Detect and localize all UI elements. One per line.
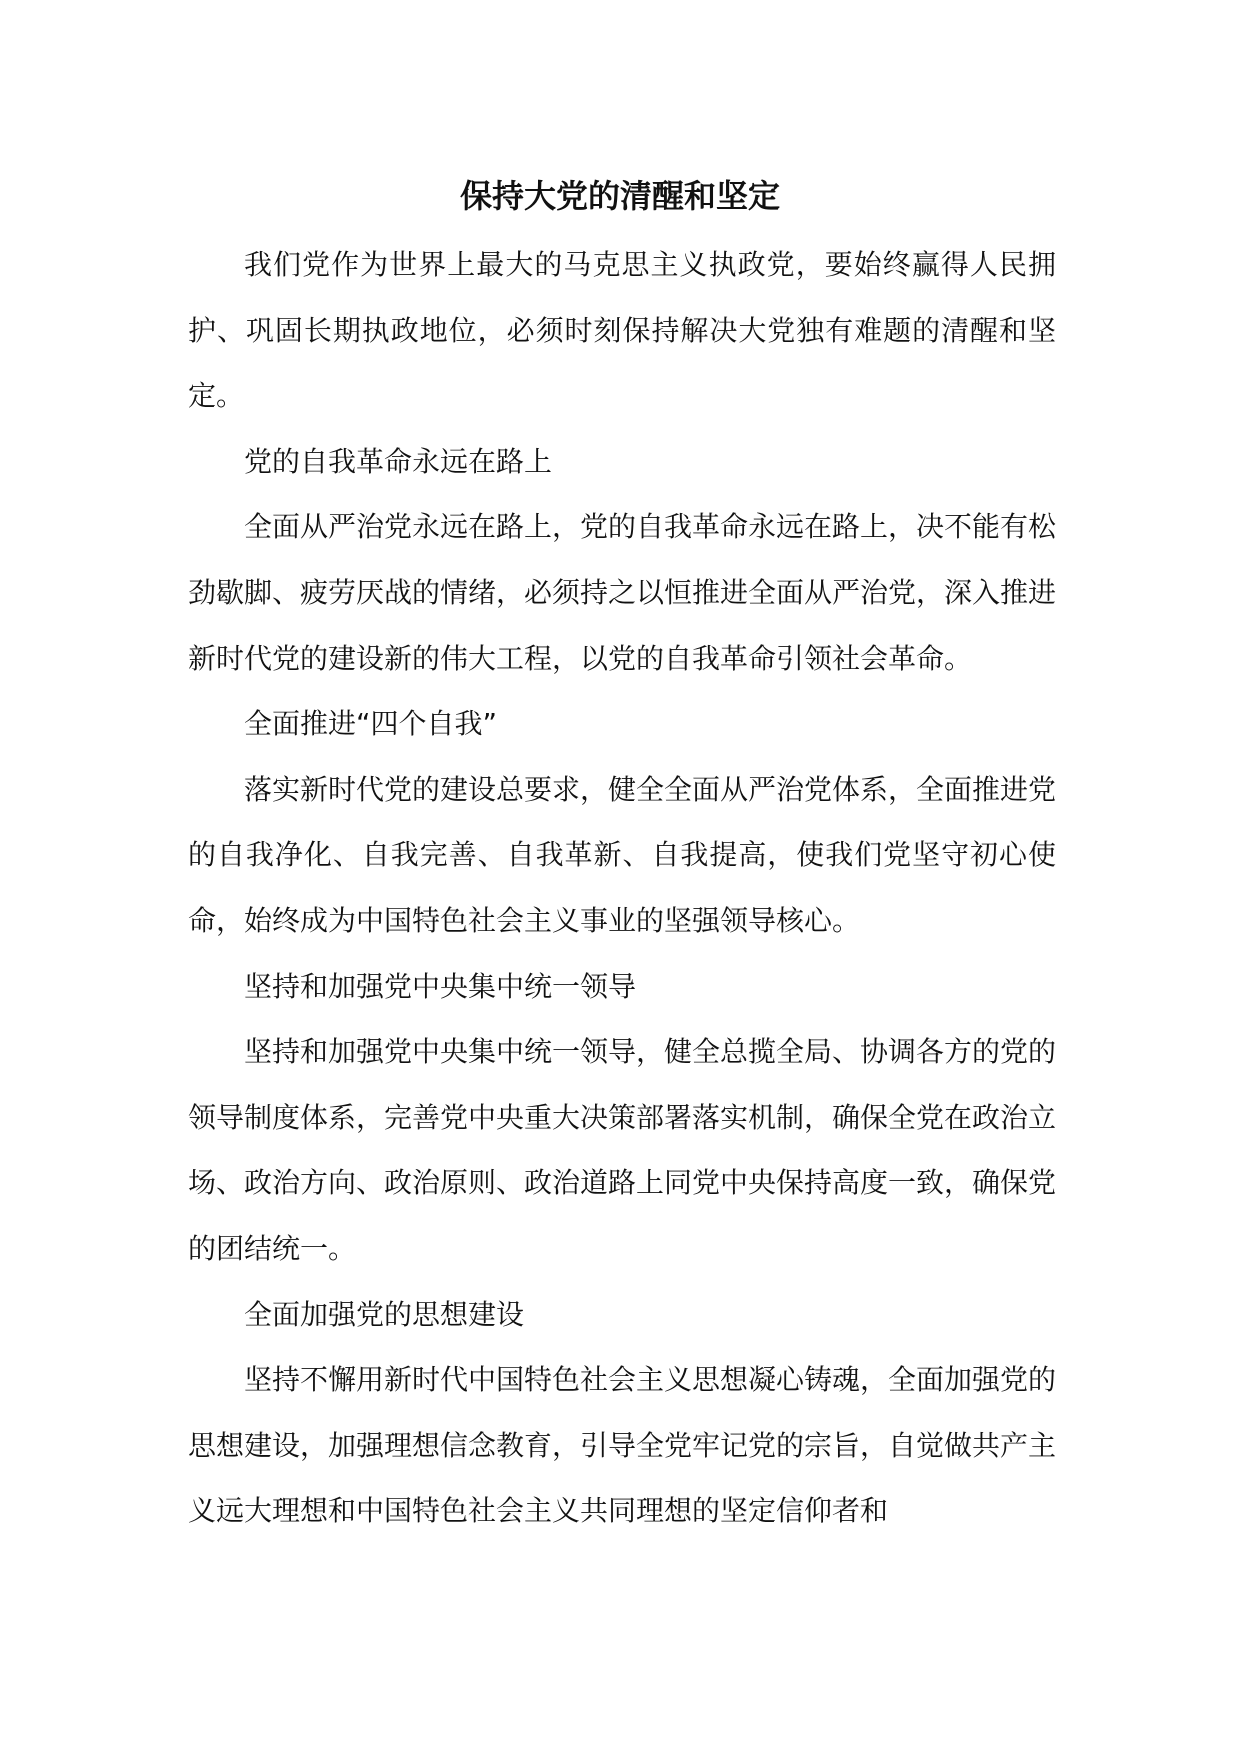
ideological-building-paragraph: 坚持不懈用新时代中国特色社会主义思想凝心铸魂，全面加强党的思想建设，加强理想信念教育，引导全党牢记党的宗旨，自觉做共产主义远大理想和中国特色社会主义共同理想的坚定信仰者和 [188, 1363, 1057, 1528]
section-heading-central-leadership: 坚持和加强党中央集中统一领导 [244, 969, 637, 1003]
document-body [188, 232, 1056, 1544]
section-heading-four-selves: 全面推进“四个自我” [244, 707, 498, 741]
section-heading-ideological-building: 全面加强党的思想建设 [244, 1297, 525, 1331]
intro-paragraph: 我们党作为世界上最大的马克思主义执政党，要始终赢得人民拥护、巩固长期执政地位，必须时刻保持解决大党独有难题的清醒和坚定。 [188, 248, 1056, 413]
section-heading-self-revolution: 党的自我革命永远在路上 [244, 444, 553, 478]
self-revolution-paragraph: 全面从严治党永远在路上，党的自我革命永远在路上，决不能有松劲歇脚、疲劳厌战的情绪，必须持之以恒推进全面从严治党，深入推进新时代党的建设新的伟大工程，以党的自我革命引领社会革命。 [188, 510, 1057, 675]
four-selves-paragraph: 落实新时代党的建设总要求，健全全面从严治党体系，全面推进党的自我净化、自我完善、自我革新、自我提高，使我们党坚守初心使命，始终成为中国特色社会主义事业的坚强领导核心。 [188, 772, 1057, 937]
document-title: 保持大党的清醒和坚定 [459, 177, 780, 215]
central-leadership-paragraph: 坚持和加强党中央集中统一领导，健全总揽全局、协调各方的党的领导制度体系，完善党中央重大决策部署落实机制，确保全党在政治立场、政治方向、政治原则、政治道路上同党中央保持高度一致，确保党的团结统一。 [188, 1035, 1057, 1265]
